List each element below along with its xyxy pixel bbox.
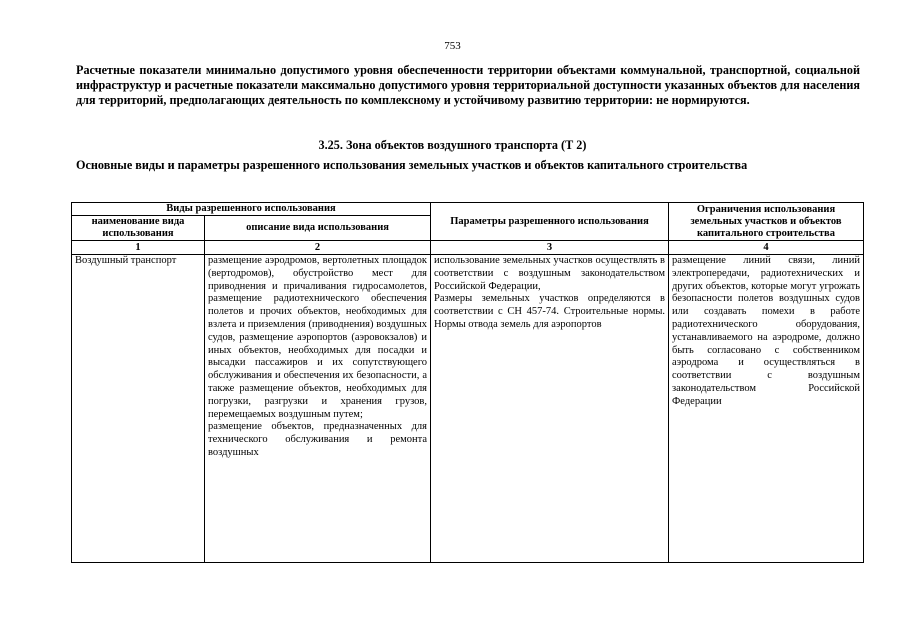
table-header-row (72, 203, 864, 216)
use-description-text: размещение объектов, предназначенных для технического обслуживания и ремонта воздушных (208, 421, 428, 458)
column-number-row (72, 241, 864, 255)
use-name-cell: Воздушный транспорт (72, 255, 205, 563)
header-restrictions: Ограничения использования земельных участков и объектов капитального строительства (669, 203, 864, 241)
use-description-text: размещение аэродромов, вертолетных площадок (вертодромов), обустройство мест для приводнения и причаливания гидросамолетов, размещение радиотехнического обеспечения полетов и прочих объектов, необходимых для взлета и приземления (приводнения) воздушных судов, размещение аэропортов (аэровокзалов) и иных объектов, необходимых для посадки и высадки пассажиров и их сопутствующего обслуживания и обеспечения их безопасности, а также размещение объектов, необходимых для погрузки, разгрузки и хранения грузов, перемещаемых воздушным путем; (208, 255, 428, 420)
table-row (72, 255, 864, 563)
header-use-description: описание вида использования (205, 216, 431, 241)
use-description-cell (205, 255, 431, 563)
intro-paragraph: Расчетные показатели минимально допустимого уровня обеспеченности территории объектами коммунальной, транспортной, социальной инфраструктур и расчетные показатели максимально допустимого уровня территориальной доступности указанных объектов для населения для территорий, предполагающих деятельность по комплексному и устойчивому развитию территории: не нормируются. (76, 63, 860, 107)
header-parameters: Параметры разрешенного использования (431, 203, 669, 241)
table-subtitle: Основные виды и параметры разрешенного использования земельных участков и объектов капитального строительства (76, 158, 748, 172)
parameters-text: использование земельных участков осуществлять в соответствии с воздушным законодательством Российской Федерации, (434, 255, 666, 292)
column-number: 2 (205, 241, 431, 255)
header-permitted-use-types: Виды разрешенного использования (72, 203, 431, 216)
parameters-text: Размеры земельных участков определяются в соответствии с СН 457-74. Строительные нормы. Нормы отвода земель для аэропортов (434, 293, 666, 330)
page-number: 753 (444, 40, 461, 52)
section-title: 3.25. Зона объектов воздушного транспорта (Т 2) (318, 138, 587, 152)
restrictions-cell: размещение линий связи, линий электропередачи, радиотехнических и других объектов, которые могут угрожать безопасности полетов воздушных судов или создавать помехи в работе радиотехнического оборудования, устанавливаемого на аэродроме, должно быть согласовано с собственником аэродрома и осуществляться в соответствии с воздушным законодательством Российской Федерации (669, 255, 864, 563)
permitted-use-table (71, 202, 864, 563)
column-number: 3 (431, 241, 669, 255)
parameters-cell (431, 255, 669, 563)
column-number: 1 (72, 241, 205, 255)
header-use-name: наименование вида использования (72, 216, 205, 241)
column-number: 4 (669, 241, 864, 255)
